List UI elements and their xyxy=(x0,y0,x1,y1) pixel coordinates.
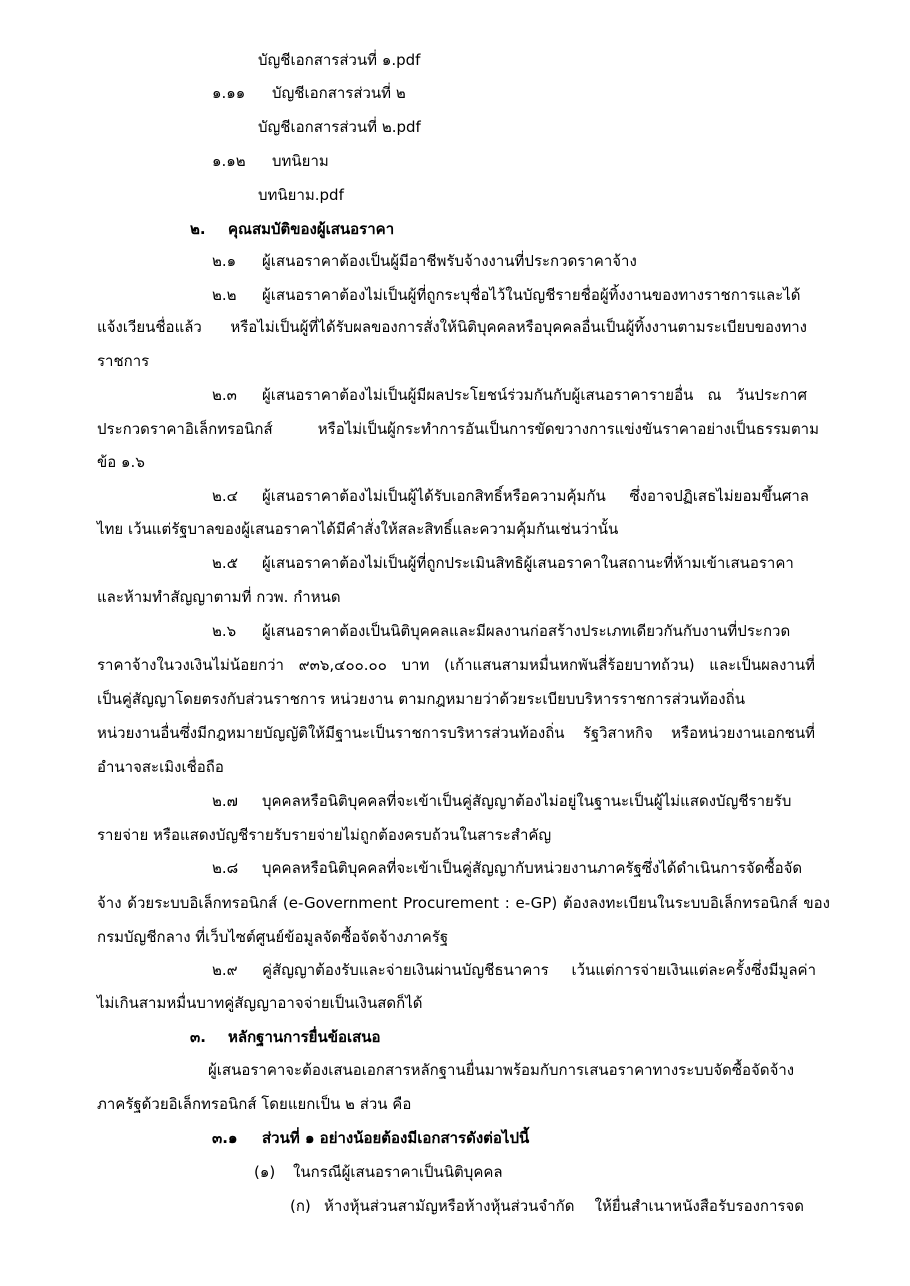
clause-text-line: เป็นคู่สัญญาโดยตรงกับส่วนราชการ หน่วยงาน ตามกฎหมายว่าด้วยระเบียบบริหารราชการส่วนท้องถิ่น xyxy=(97,690,745,708)
clause-text-line: บุคคลหรือนิติบุคคลที่จะเข้าเป็นคู่สัญญาต้องไม่อยู่ในฐานะเป็นผู้ไม่แสดงบัญชีรายรับ xyxy=(262,792,792,810)
section-heading: หลักฐานการยื่นข้อเสนอ xyxy=(228,1028,381,1046)
clause-text-line: อำนาจสะเมิงเชื่อถือ xyxy=(97,758,224,776)
clause-text-line: ผู้เสนอราคาต้องไม่เป็นผู้มีผลประโยชน์ร่วมกันกับผู้เสนอราคารายอื่น ณ วันประกาศ xyxy=(262,386,807,404)
clause-text-line: ผู้เสนอราคาต้องเป็นนิติบุคคลและมีผลงานก่อสร้างประเภทเดียวกันกับงานที่ประกวด xyxy=(262,622,791,640)
attachment-filename: บัญชีเอกสารส่วนที่ ๒.pdf xyxy=(258,118,421,136)
clause-number: ๒.๕ xyxy=(212,554,239,572)
clause-number: ๒.๔ xyxy=(212,487,239,505)
clause-text-line: ผู้เสนอราคาต้องเป็นผู้มีอาชีพรับจ้างงานที่ประกวดราคาจ้าง xyxy=(262,252,637,270)
clause-text-line: กรมบัญชีกลาง ที่เว็บไซต์ศูนย์ข้อมูลจัดซื้อจัดจ้างภาครัฐ xyxy=(97,928,449,946)
clause-text-line: ประกวดราคาอิเล็กทรอนิกส์ หรือไม่เป็นผู้กระทำการอันเป็นการขัดขวางการแข่งขันราคาอย่างเป็นธรรมตาม xyxy=(97,420,819,438)
clause-number: ๒.๙ xyxy=(212,961,238,979)
subsection-number: ๓.๑ xyxy=(212,1129,238,1147)
clause-number: ๒.๖ xyxy=(212,622,237,640)
paragraph-line: ผู้เสนอราคาจะต้องเสนอเอกสารหลักฐานยื่นมาพร้อมกับการเสนอราคาทางระบบจัดซื้อจัดจ้าง xyxy=(208,1061,795,1079)
list-item-text: ในกรณีผู้เสนอราคาเป็นนิติบุคคล xyxy=(293,1163,503,1181)
clause-text-line: ไทย เว้นแต่รัฐบาลของผู้เสนอราคาได้มีคำสั่งให้สละสิทธิ์และความคุ้มกันเช่นว่านั้น xyxy=(97,520,619,538)
attachment-filename: บทนิยาม.pdf xyxy=(258,186,344,204)
clause-text-line: ราชการ xyxy=(97,352,150,370)
list-item-number: (๑) xyxy=(254,1163,276,1181)
clause-number: ๒.๓ xyxy=(212,386,237,404)
clause-number: ๒.๒ xyxy=(212,286,237,304)
list-item-number: (ก) xyxy=(290,1197,311,1215)
item-title: บทนิยาม xyxy=(272,152,329,170)
clause-number: ๒.๘ xyxy=(212,859,239,877)
item-number: ๑.๑๒ xyxy=(212,152,246,170)
clause-text-line: ราคาจ้างในวงเงินไม่น้อยกว่า ๙๓๖,๔๐๐.๐๐ บาท (เก้าแสนสามหมื่นหกพันสี่ร้อยบาทถ้วน) และเป็นผลงานที่ xyxy=(97,656,815,674)
list-item-text: ห้างหุ้นส่วนสามัญหรือห้างหุ้นส่วนจำกัด ให้ยื่นสำเนาหนังสือรับรองการจด xyxy=(324,1197,804,1215)
section-heading: คุณสมบัติของผู้เสนอราคา xyxy=(228,220,395,238)
clause-text-line: และห้ามทำสัญญาตามที่ กวพ. กำหนด xyxy=(97,588,341,606)
clause-text-line: แจ้งเวียนชื่อแล้ว หรือไม่เป็นผู้ที่ได้รับผลของการสั่งให้นิติบุคคลหรือบุคคลอื่นเป็นผู้ทิ้งงานตามระเบียบของทาง xyxy=(97,318,807,336)
clause-text-line: ผู้เสนอราคาต้องไม่เป็นผู้ได้รับเอกสิทธิ์หรือความคุ้มกัน ซึ่งอาจปฏิเสธไม่ยอมขึ้นศาล xyxy=(262,487,809,505)
subsection-heading: ส่วนที่ ๑ อย่างน้อยต้องมีเอกสารดังต่อไปนี้ xyxy=(262,1129,530,1147)
clause-text-line: บุคคลหรือนิติบุคคลที่จะเข้าเป็นคู่สัญญากับหน่วยงานภาครัฐซึ่งได้ดำเนินการจัดซื้อจัด xyxy=(262,859,803,877)
clause-text-line: ไม่เกินสามหมื่นบาทคู่สัญญาอาจจ่ายเป็นเงินสดก็ได้ xyxy=(97,994,423,1012)
section-number: ๒. xyxy=(190,220,206,238)
section-number: ๓. xyxy=(190,1028,206,1046)
paragraph-line: ภาครัฐด้วยอิเล็กทรอนิกส์ โดยแยกเป็น ๒ ส่วน คือ xyxy=(97,1095,412,1113)
clause-text-line: คู่สัญญาต้องรับและจ่ายเงินผ่านบัญชีธนาคาร เว้นแต่การจ่ายเงินแต่ละครั้งซึ่งมีมูลค่า xyxy=(262,961,816,979)
clause-number: ๒.๑ xyxy=(212,252,237,270)
clause-text-line: รายจ่าย หรือแสดงบัญชีรายรับรายจ่ายไม่ถูกต้องครบถ้วนในสาระสำคัญ xyxy=(97,826,552,844)
clause-number: ๒.๗ xyxy=(212,792,238,810)
clause-text-line: ผู้เสนอราคาต้องไม่เป็นผู้ที่ถูกประเมินสิทธิผู้เสนอราคาในสถานะที่ห้ามเข้าเสนอราคา xyxy=(262,554,794,572)
clause-text-line: ผู้เสนอราคาต้องไม่เป็นผู้ที่ถูกระบุชื่อไว้ในบัญชีรายชื่อผู้ทิ้งงานของทางราชการและได้ xyxy=(262,286,801,304)
attachment-filename: บัญชีเอกสารส่วนที่ ๑.pdf xyxy=(258,51,421,69)
item-title: บัญชีเอกสารส่วนที่ ๒ xyxy=(272,84,406,102)
clause-text-line: จ้าง ด้วยระบบอิเล็กทรอนิกส์ (e-Government Procurement : e-GP) ต้องลงทะเบียนในระบบอิเล็กทรอนิกส์ ของ xyxy=(97,894,830,912)
item-number: ๑.๑๑ xyxy=(212,84,246,102)
clause-text-line: หน่วยงานอื่นซึ่งมีกฎหมายบัญญัติให้มีฐานะเป็นราชการบริหารส่วนท้องถิ่น รัฐวิสาหกิจ หรือหน่วยงานเอกชนที่ xyxy=(97,724,815,742)
clause-text-line: ข้อ ๑.๖ xyxy=(97,453,145,471)
